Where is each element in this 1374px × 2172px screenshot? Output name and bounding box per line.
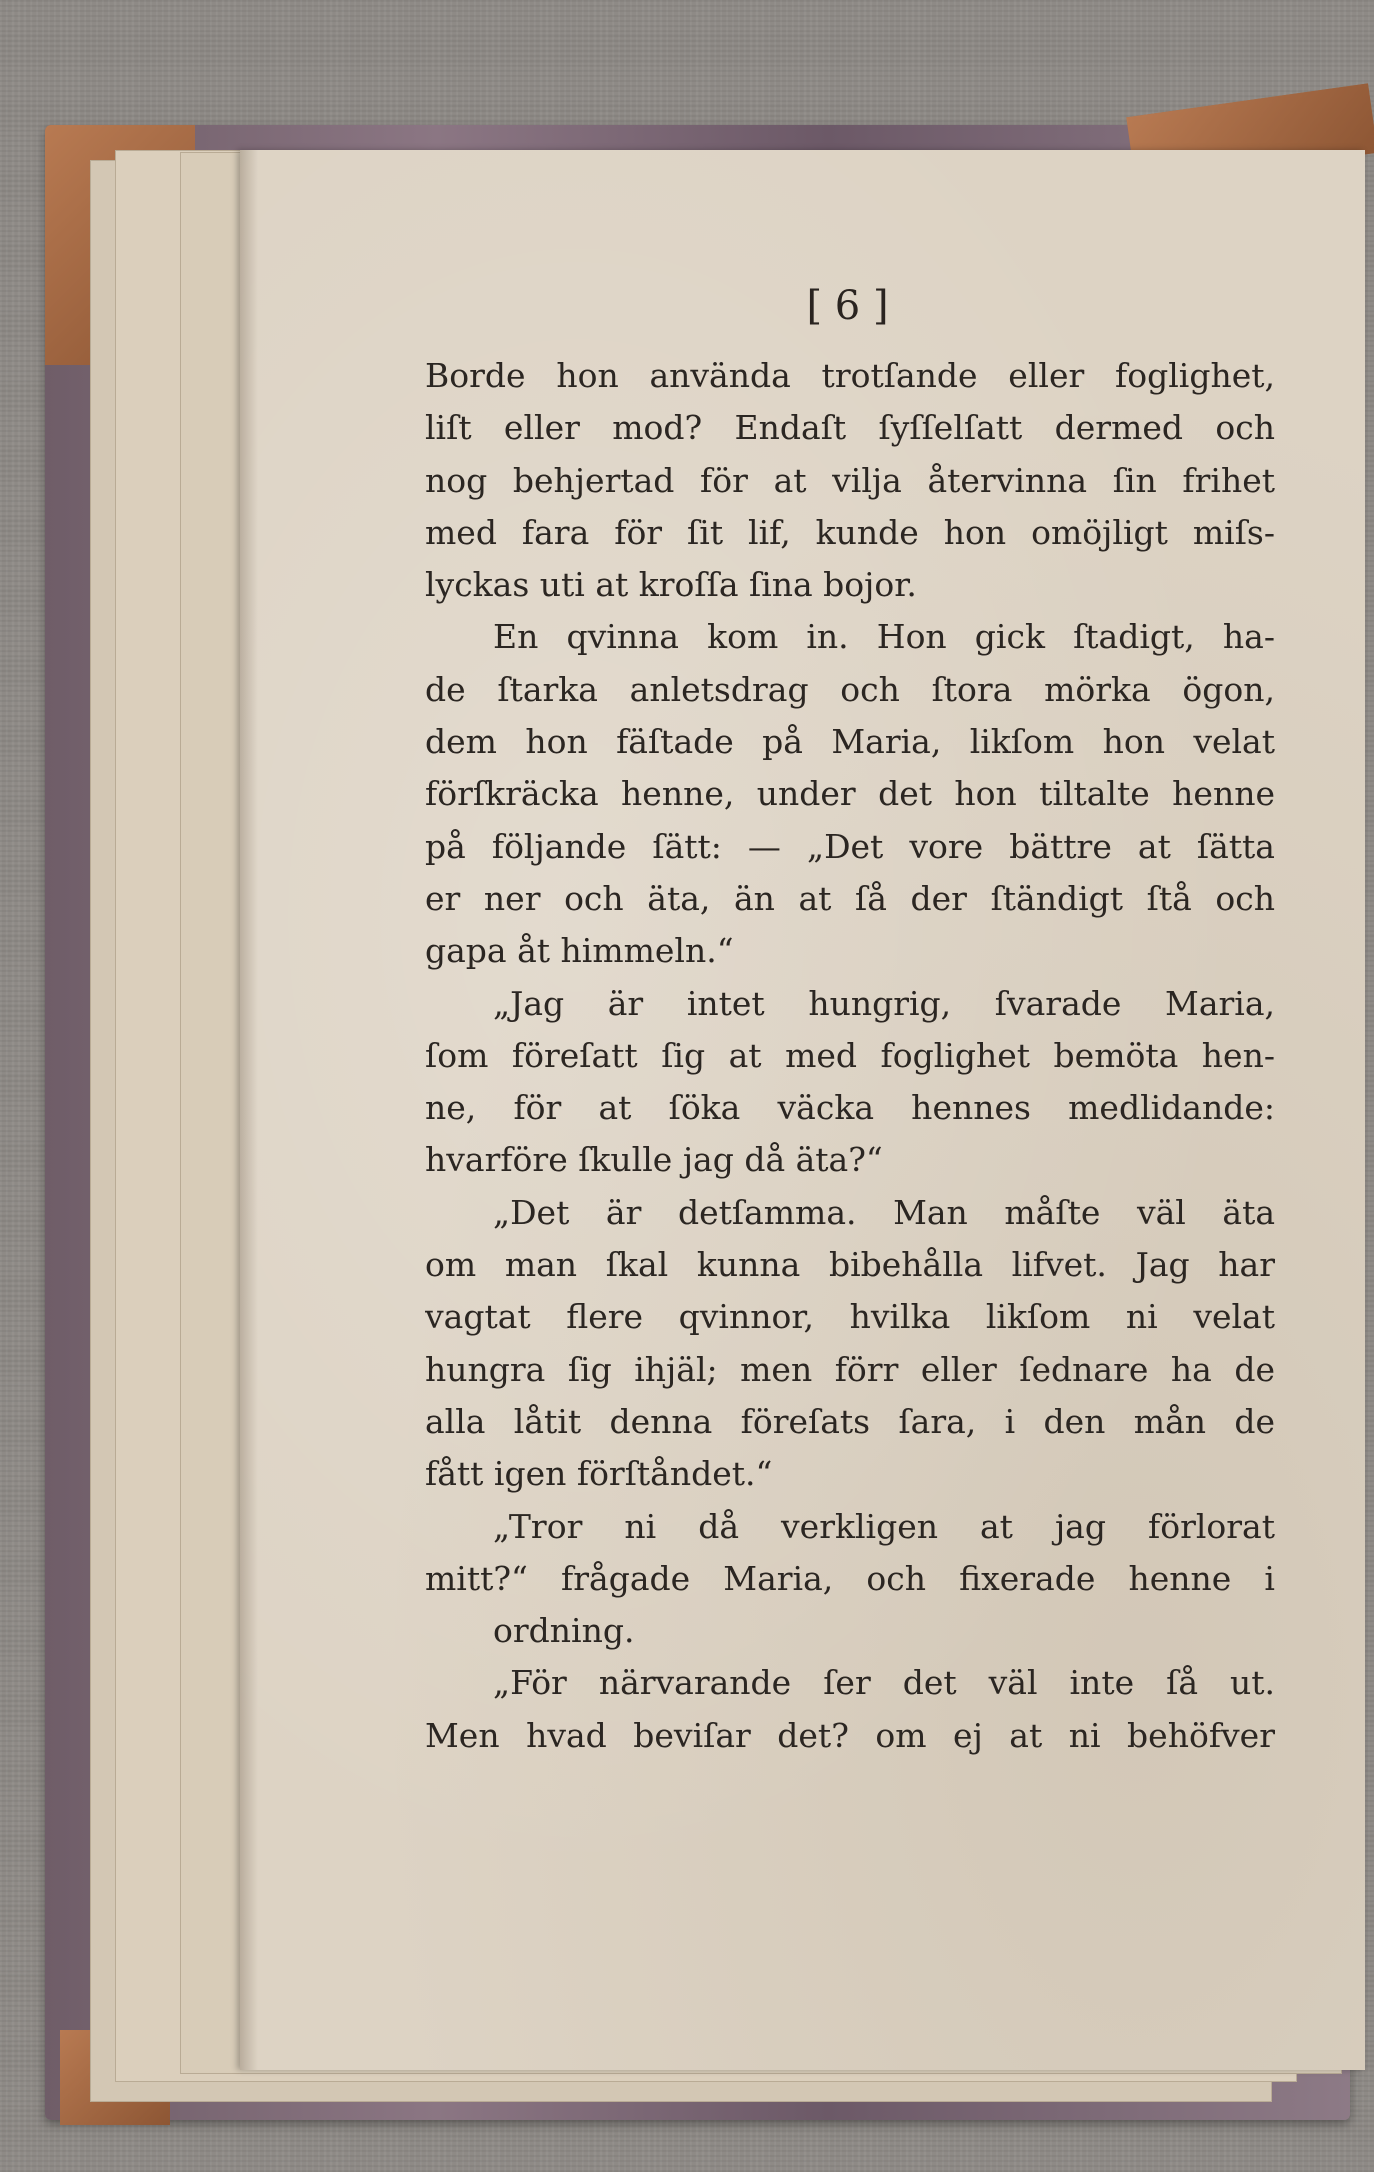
text-line: Borde hon använda trotſande eller foglighet, (425, 356, 1275, 395)
text-line: hvarföre ſkulle jag då äta?“ (425, 1140, 883, 1180)
text-line: liſt eller mod? Endaſt ſyſſelſatt dermed och (425, 408, 1275, 448)
text-line: En qvinna kom in. Hon gick ſtadigt, ha- (493, 617, 1275, 657)
text-line: lyckas uti at kroſſa ſina bojor. (425, 565, 917, 605)
text-line: förſkräcka henne, under det hon tiltalte henne (425, 774, 1275, 814)
text-line: er ner och äta, än at ſå der ſtändigt ſtå och (425, 878, 1275, 918)
text-line: mitt?“ frågade Maria, och fixerade henne i (425, 1558, 1275, 1598)
text-line: „Tror ni då verkligen at jag förlorat (493, 1506, 1275, 1546)
text-line: på följande ſätt: — „Det vore bättre at ſätta (425, 826, 1275, 866)
text-line: Men hvad beviſar det? om ej at ni behöfver (425, 1715, 1275, 1755)
text-line: ne, för at ſöka väcka hennes medlidande: (425, 1088, 1275, 1128)
text-line: ordning. (493, 1611, 635, 1651)
text-line: med fara för ſit lif, kunde hon omöjligt miſs- (425, 512, 1275, 552)
text-line: „Jag är intet hungrig, ſvarade Maria, (493, 983, 1275, 1023)
book-page (240, 150, 1365, 2070)
text-line: dem hon fäſtade på Maria, likſom hon velat (425, 722, 1275, 762)
page-gutter-shadow (240, 150, 258, 2070)
text-line: nog behjertad för at vilja återvinna ſin frihet (425, 460, 1275, 500)
page-number: [ 6 ] (806, 283, 889, 329)
text-line: om man ſkal kunna bibehålla lifvet. Jag har (425, 1245, 1275, 1285)
text-line: vagtat flere qvinnor, hvilka likſom ni velat (425, 1297, 1275, 1337)
text-line: fått igen förſtåndet.“ (425, 1454, 773, 1494)
text-line: de ſtarka anletsdrag och ſtora mörka ögon, (425, 669, 1275, 709)
text-line: alla låtit denna föreſats ſara, i den mån de (425, 1401, 1275, 1441)
text-line: gapa åt himmeln.“ (425, 931, 734, 971)
text-line: hungra ſig ihjäl; men förr eller ſednare ha de (425, 1349, 1275, 1389)
text-line: ſom föreſatt ſig at med foglighet bemöta hen- (425, 1035, 1275, 1075)
text-line: „Det är detſamma. Man måſte väl äta (493, 1192, 1275, 1232)
body-text (425, 350, 1275, 1762)
text-line: „För närvarande ſer det väl inte ſå ut. (493, 1663, 1275, 1703)
